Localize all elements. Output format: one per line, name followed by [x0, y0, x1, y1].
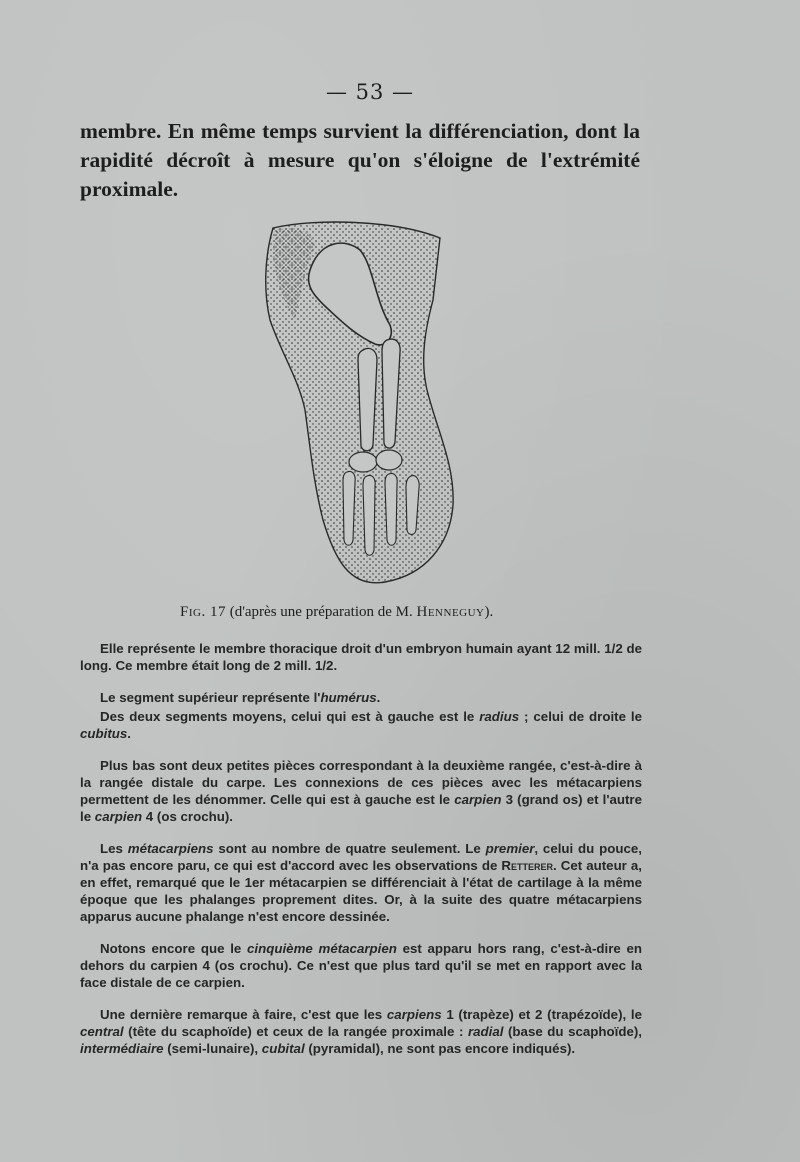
- embryo-limb-figure: [255, 210, 475, 595]
- note-paragraph-7: Une dernière remarque à faire, c'est que les carpiens 1 (trapèze) et 2 (trapézoïde), le central (tête du scaphoïde) et ceux de la rangée proximale : radial (base du scaphoïde), intermédiaire (semi-lunaire), cubital (pyramidal), ne sont pas encore indiqués).: [80, 1007, 643, 1056]
- note-paragraph-2: Le segment supérieur représente l'humérus.: [100, 690, 381, 705]
- lead-paragraph: membre. En même temps survient la différenciation, dont la rapidité décroît à mesure qu'on s'éloigne de l'extrémité proximale.: [80, 119, 640, 201]
- note-paragraph-6: Notons encore que le cinquième métacarpien est apparu hors rang, c'est-à-dire en dehors du carpien 4 (os crochu). Ce n'est que plus tard qu'il se met en rapport avec la face distale de ce carpien.: [80, 941, 642, 990]
- page-number: — 53 —: [325, 80, 415, 104]
- limb-illustration: [255, 210, 475, 595]
- caption-end: ).: [484, 604, 494, 620]
- note-paragraph-4: Plus bas sont deux petites pièces correspondant à la deuxième rangée, c'est-à-dire à la rangée distale du carpe. Les connexions de ces pièces avec les métacarpiens permettent de les dénommer. Celle qui est à gauche est le carpien 3 (grand os) et l'autre le carpien 4 (os crochu).: [80, 758, 643, 824]
- figure-caption: [180, 604, 600, 621]
- note-paragraph-3: Des deux segments moyens, celui qui est à gauche est le radius ; celui de droite le cubitus.: [80, 709, 642, 741]
- caption-text: (d'après une préparation de M.: [225, 604, 417, 620]
- note-paragraph-1: Elle représente le membre thoracique droit d'un embryon humain ayant 12 mill. 1/2 de long. Ce membre était long de 2 mill. 1/2.: [80, 641, 642, 673]
- caption-author: Henneguy: [416, 604, 485, 620]
- note-paragraph-5: Les métacarpiens sont au nombre de quatre seulement. Le premier, celui du pouce, n'a pas encore paru, ce qui est d'accord avec les observations de Retterer. Cet auteur a, en effet, remarqué que le 1er métacarpien se différenciait à l'état de cartilage à la même époque que les phalanges proprement dites. Or, à la suite des quatre métacarpiens apparus aucune phalange n'est encore dessinée.: [80, 841, 642, 924]
- caption-figure-number: Fig. 17: [180, 604, 226, 620]
- figure-notes: [80, 640, 642, 1072]
